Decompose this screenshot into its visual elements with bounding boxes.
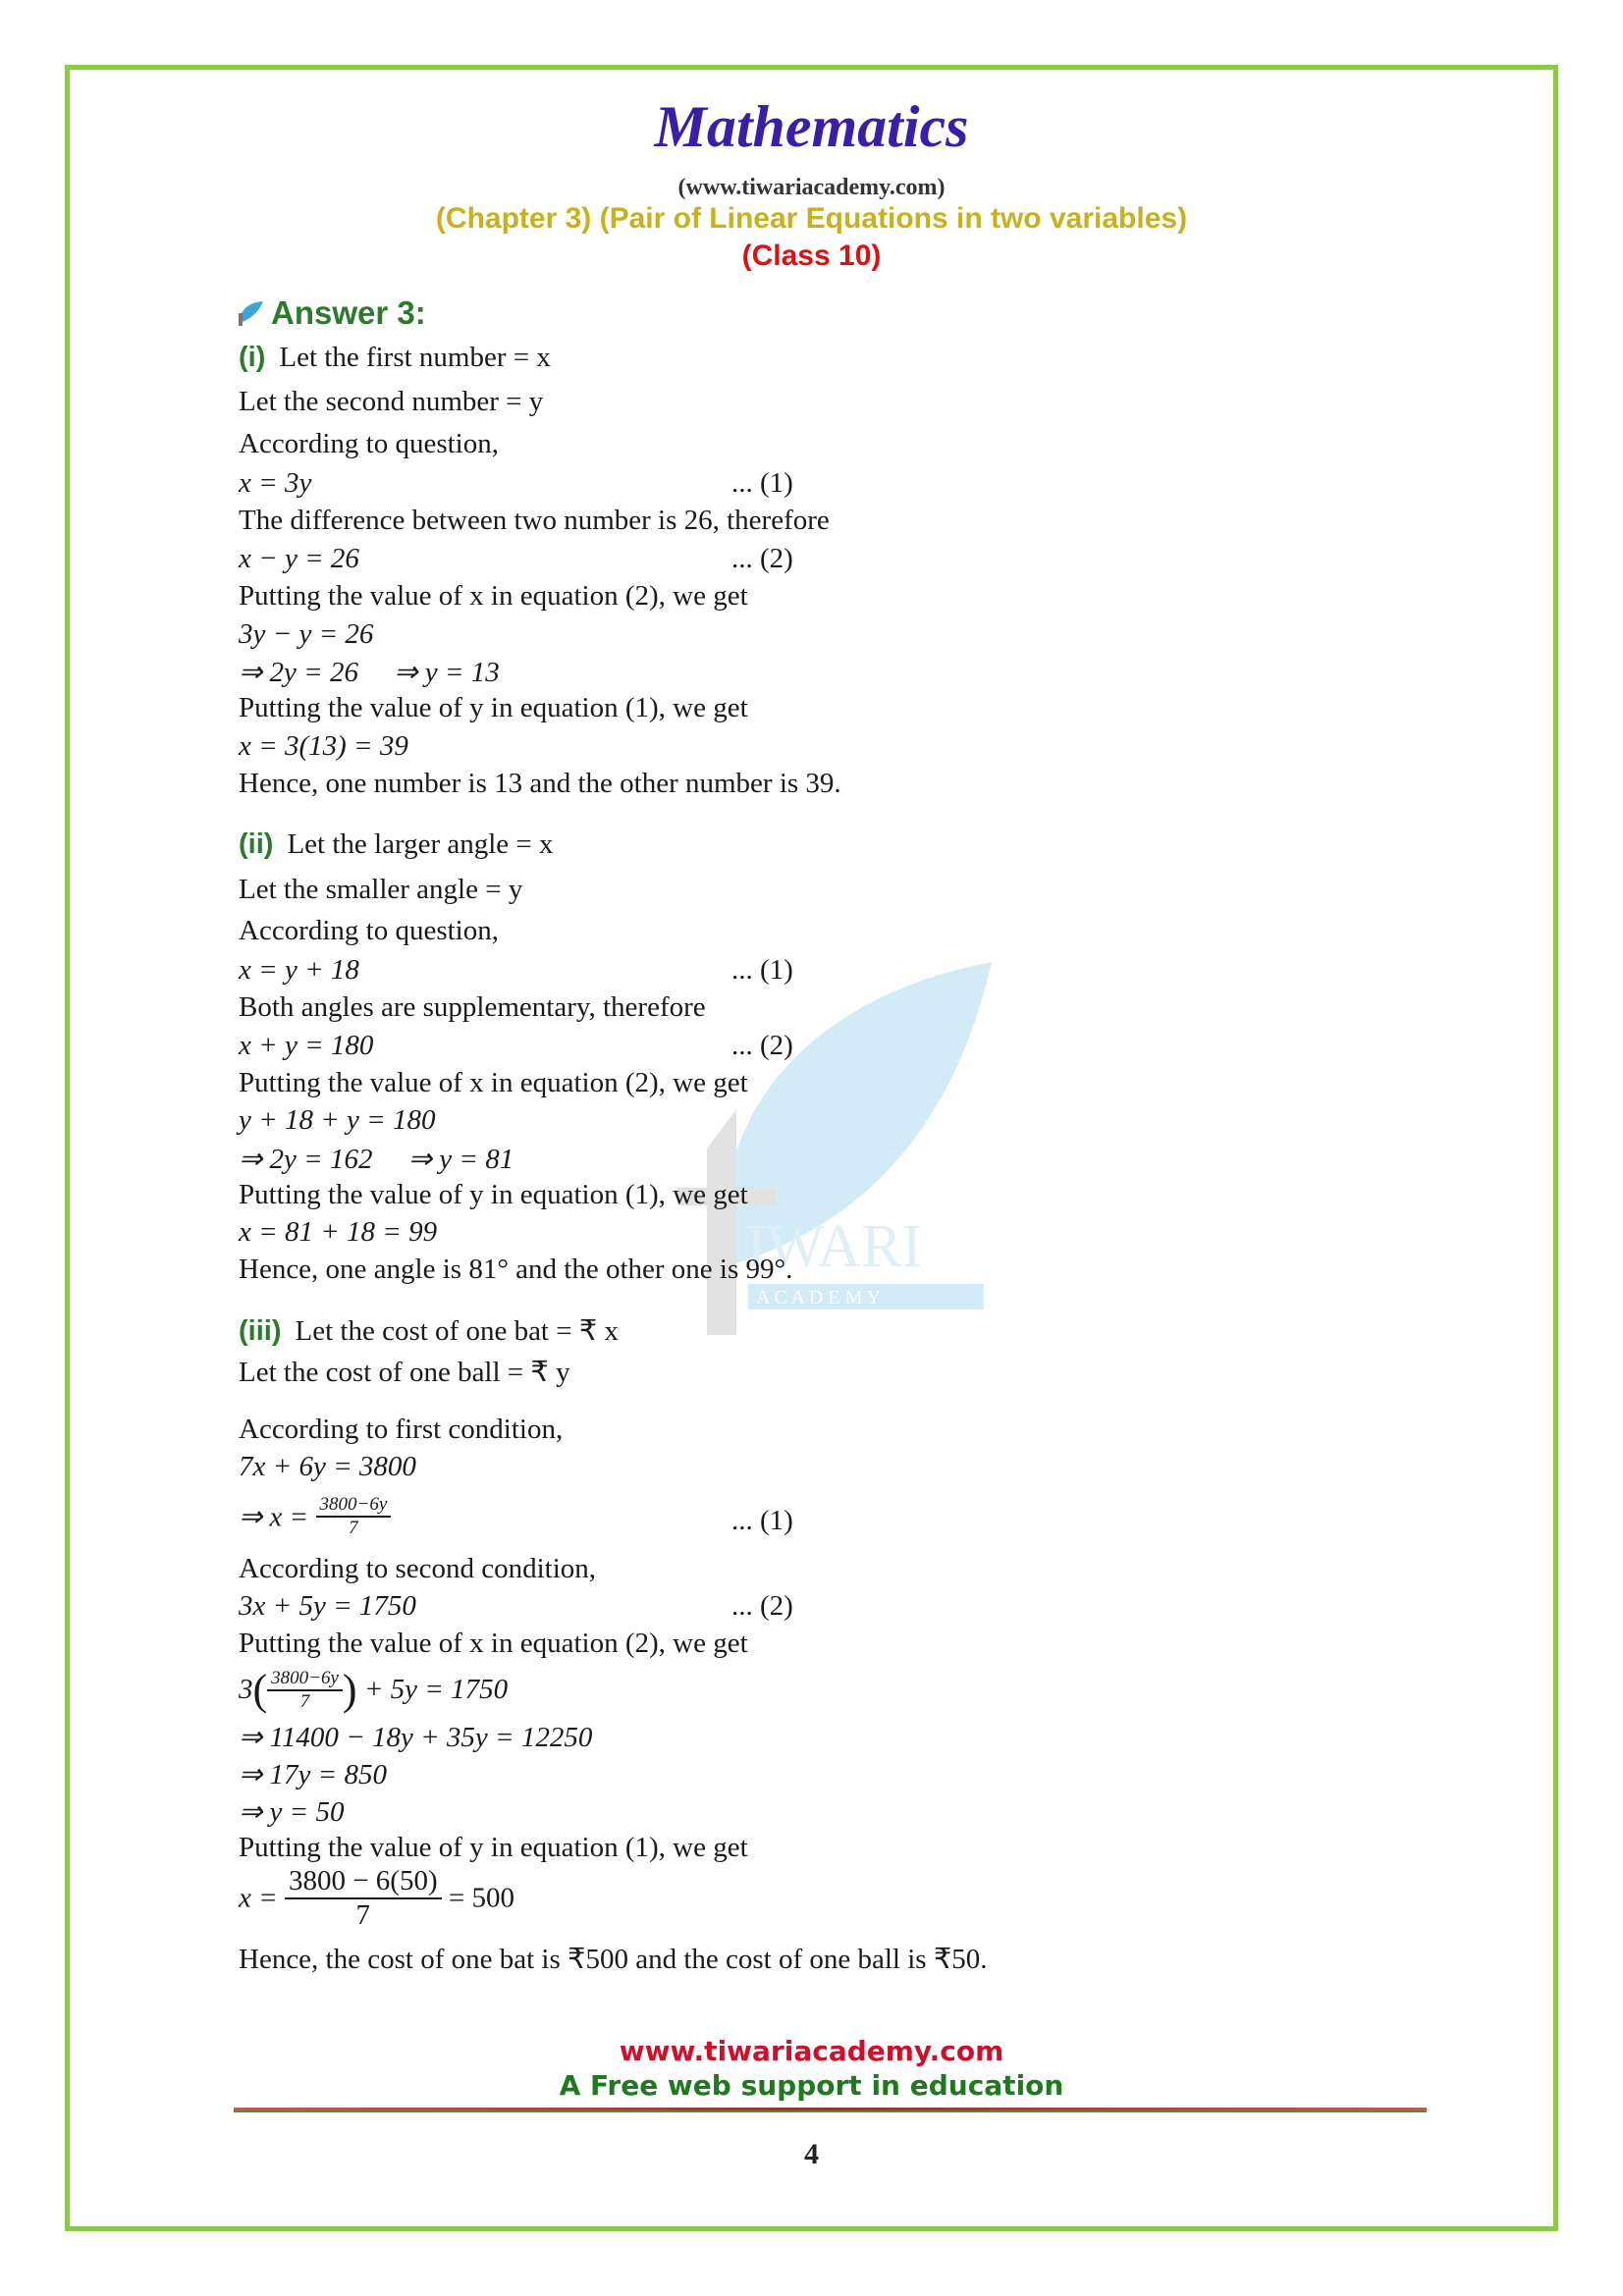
answer-heading-text: Answer 3: — [271, 294, 426, 331]
part1-eq-tag-2: ... (2) — [731, 543, 793, 574]
part3-line-6: According to second condition, — [239, 1553, 597, 1584]
part1-line-5: The difference between two number is 26, therefore — [239, 505, 830, 536]
part1-label: (i) — [239, 342, 266, 373]
part3-line-9: 3( $\frac{3800-6y}{7}$ ) + 5y = 1750 — [239, 1666, 509, 1714]
part3-line-1: (iii) Let the cost of one bat = ₹ x — [239, 1315, 620, 1347]
part2-line-2: Let the smaller angle = y — [239, 874, 523, 905]
footer-tagline: A Free web support in education — [559, 2069, 1064, 2102]
watermark-text: IWARI — [746, 1213, 923, 1280]
part3-line-14: x = $\frac{3800 - 6(50)}{7}$ = 500 — [239, 1865, 514, 1931]
part3-line-3: According to first condition, — [239, 1414, 564, 1445]
tiwari-academy-watermark — [668, 942, 1001, 1355]
part2-line-3: According to question, — [239, 915, 499, 946]
site-url[interactable]: (www.tiwariacademy.com) — [677, 175, 946, 200]
part3-line-10: ⇒ 11400 − 18y + 35y = 12250 — [239, 1722, 593, 1753]
part3-line-11: ⇒ 17y = 850 — [239, 1759, 387, 1790]
part3-eq-tag-2: ... (2) — [731, 1590, 793, 1622]
part3-line-2: Let the cost of one ball = ₹ y — [239, 1357, 570, 1388]
part3-label: (iii) — [239, 1315, 282, 1347]
part1-line-2: Let the second number = y — [239, 386, 544, 417]
part2-line-4: x = y + 18 — [239, 954, 359, 986]
part2-line-8: y + 18 + y = 180 — [239, 1104, 436, 1136]
part2-line-1: (ii) Let the larger angle = x — [239, 828, 554, 860]
class-label: (Class 10) — [741, 240, 882, 272]
fraction-1: $\frac{3800-6y}{7}$ — [316, 1494, 392, 1539]
fraction-1-repeat: $\frac{3800-6y}{7}$ — [267, 1668, 343, 1713]
part2-line-5: Both angles are supplementary, therefore — [239, 991, 706, 1023]
part1-line-3: According to question, — [239, 428, 499, 459]
part1-eq-tag-1: ... (1) — [731, 467, 793, 499]
part3-line-4: 7x + 6y = 3800 — [239, 1451, 416, 1482]
part2-line-10: Putting the value of y in equation (1), we get — [239, 1179, 748, 1210]
part3-line-5: ⇒ x = $\frac{3800-6y}{7}$ — [239, 1494, 391, 1539]
part1-line-1: (i) Let the first number = x — [239, 342, 551, 373]
watermark-subtext: A C A D E M Y — [756, 1287, 882, 1308]
part2-line-12: Hence, one angle is 81° and the other one is 99°. — [239, 1254, 793, 1285]
answer-heading — [236, 294, 426, 332]
part2-line-6: x + y = 180 — [239, 1030, 374, 1061]
part3-line-13: Putting the value of y in equation (1), we get — [239, 1832, 748, 1863]
part1-line-9: ⇒ 2y = 26 ⇒ y = 13 — [239, 657, 500, 688]
part1-line-4: x = 3y — [239, 467, 312, 499]
page-number: 4 — [804, 2138, 819, 2170]
part1-line-10: Putting the value of y in equation (1), we get — [239, 692, 748, 723]
part2-label: (ii) — [239, 828, 274, 860]
part2-line-9: ⇒ 2y = 162 ⇒ y = 81 — [239, 1144, 514, 1175]
part3-line-15: Hence, the cost of one bat is ₹500 and the cost of one ball is ₹50. — [239, 1944, 988, 1975]
part1-line-6: x − y = 26 — [239, 543, 359, 574]
part3-line-7: 3x + 5y = 1750 — [239, 1590, 416, 1622]
part1-line-8: 3y − y = 26 — [239, 618, 374, 650]
footer-site-link[interactable]: www.tiwariacademy.com — [619, 2035, 1004, 2067]
part3-line-12: ⇒ y = 50 — [239, 1796, 345, 1828]
part3-eq-tag-1: ... (1) — [731, 1505, 793, 1536]
page-title: Mathematics — [654, 94, 969, 159]
part2-eq-tag-2: ... (2) — [731, 1030, 793, 1061]
part1-line-12: Hence, one number is 13 and the other number is 39. — [239, 768, 841, 799]
part2-line-11: x = 81 + 18 = 99 — [239, 1216, 438, 1248]
part3-line-8: Putting the value of x in equation (2), we get — [239, 1628, 748, 1659]
part1-line-7: Putting the value of x in equation (2), we get — [239, 580, 748, 612]
chapter-heading: (Chapter 3) (Pair of Linear Equations in two variables) — [435, 202, 1188, 235]
tiwari-logo-icon — [236, 299, 265, 327]
part2-eq-tag-1: ... (1) — [731, 954, 793, 986]
part2-line-7: Putting the value of x in equation (2), we get — [239, 1067, 748, 1098]
footer-divider — [234, 2108, 1427, 2113]
fraction-2: $\frac{3800 - 6(50)}{7}$ — [285, 1865, 442, 1932]
part1-line-11: x = 3(13) = 39 — [239, 730, 408, 762]
